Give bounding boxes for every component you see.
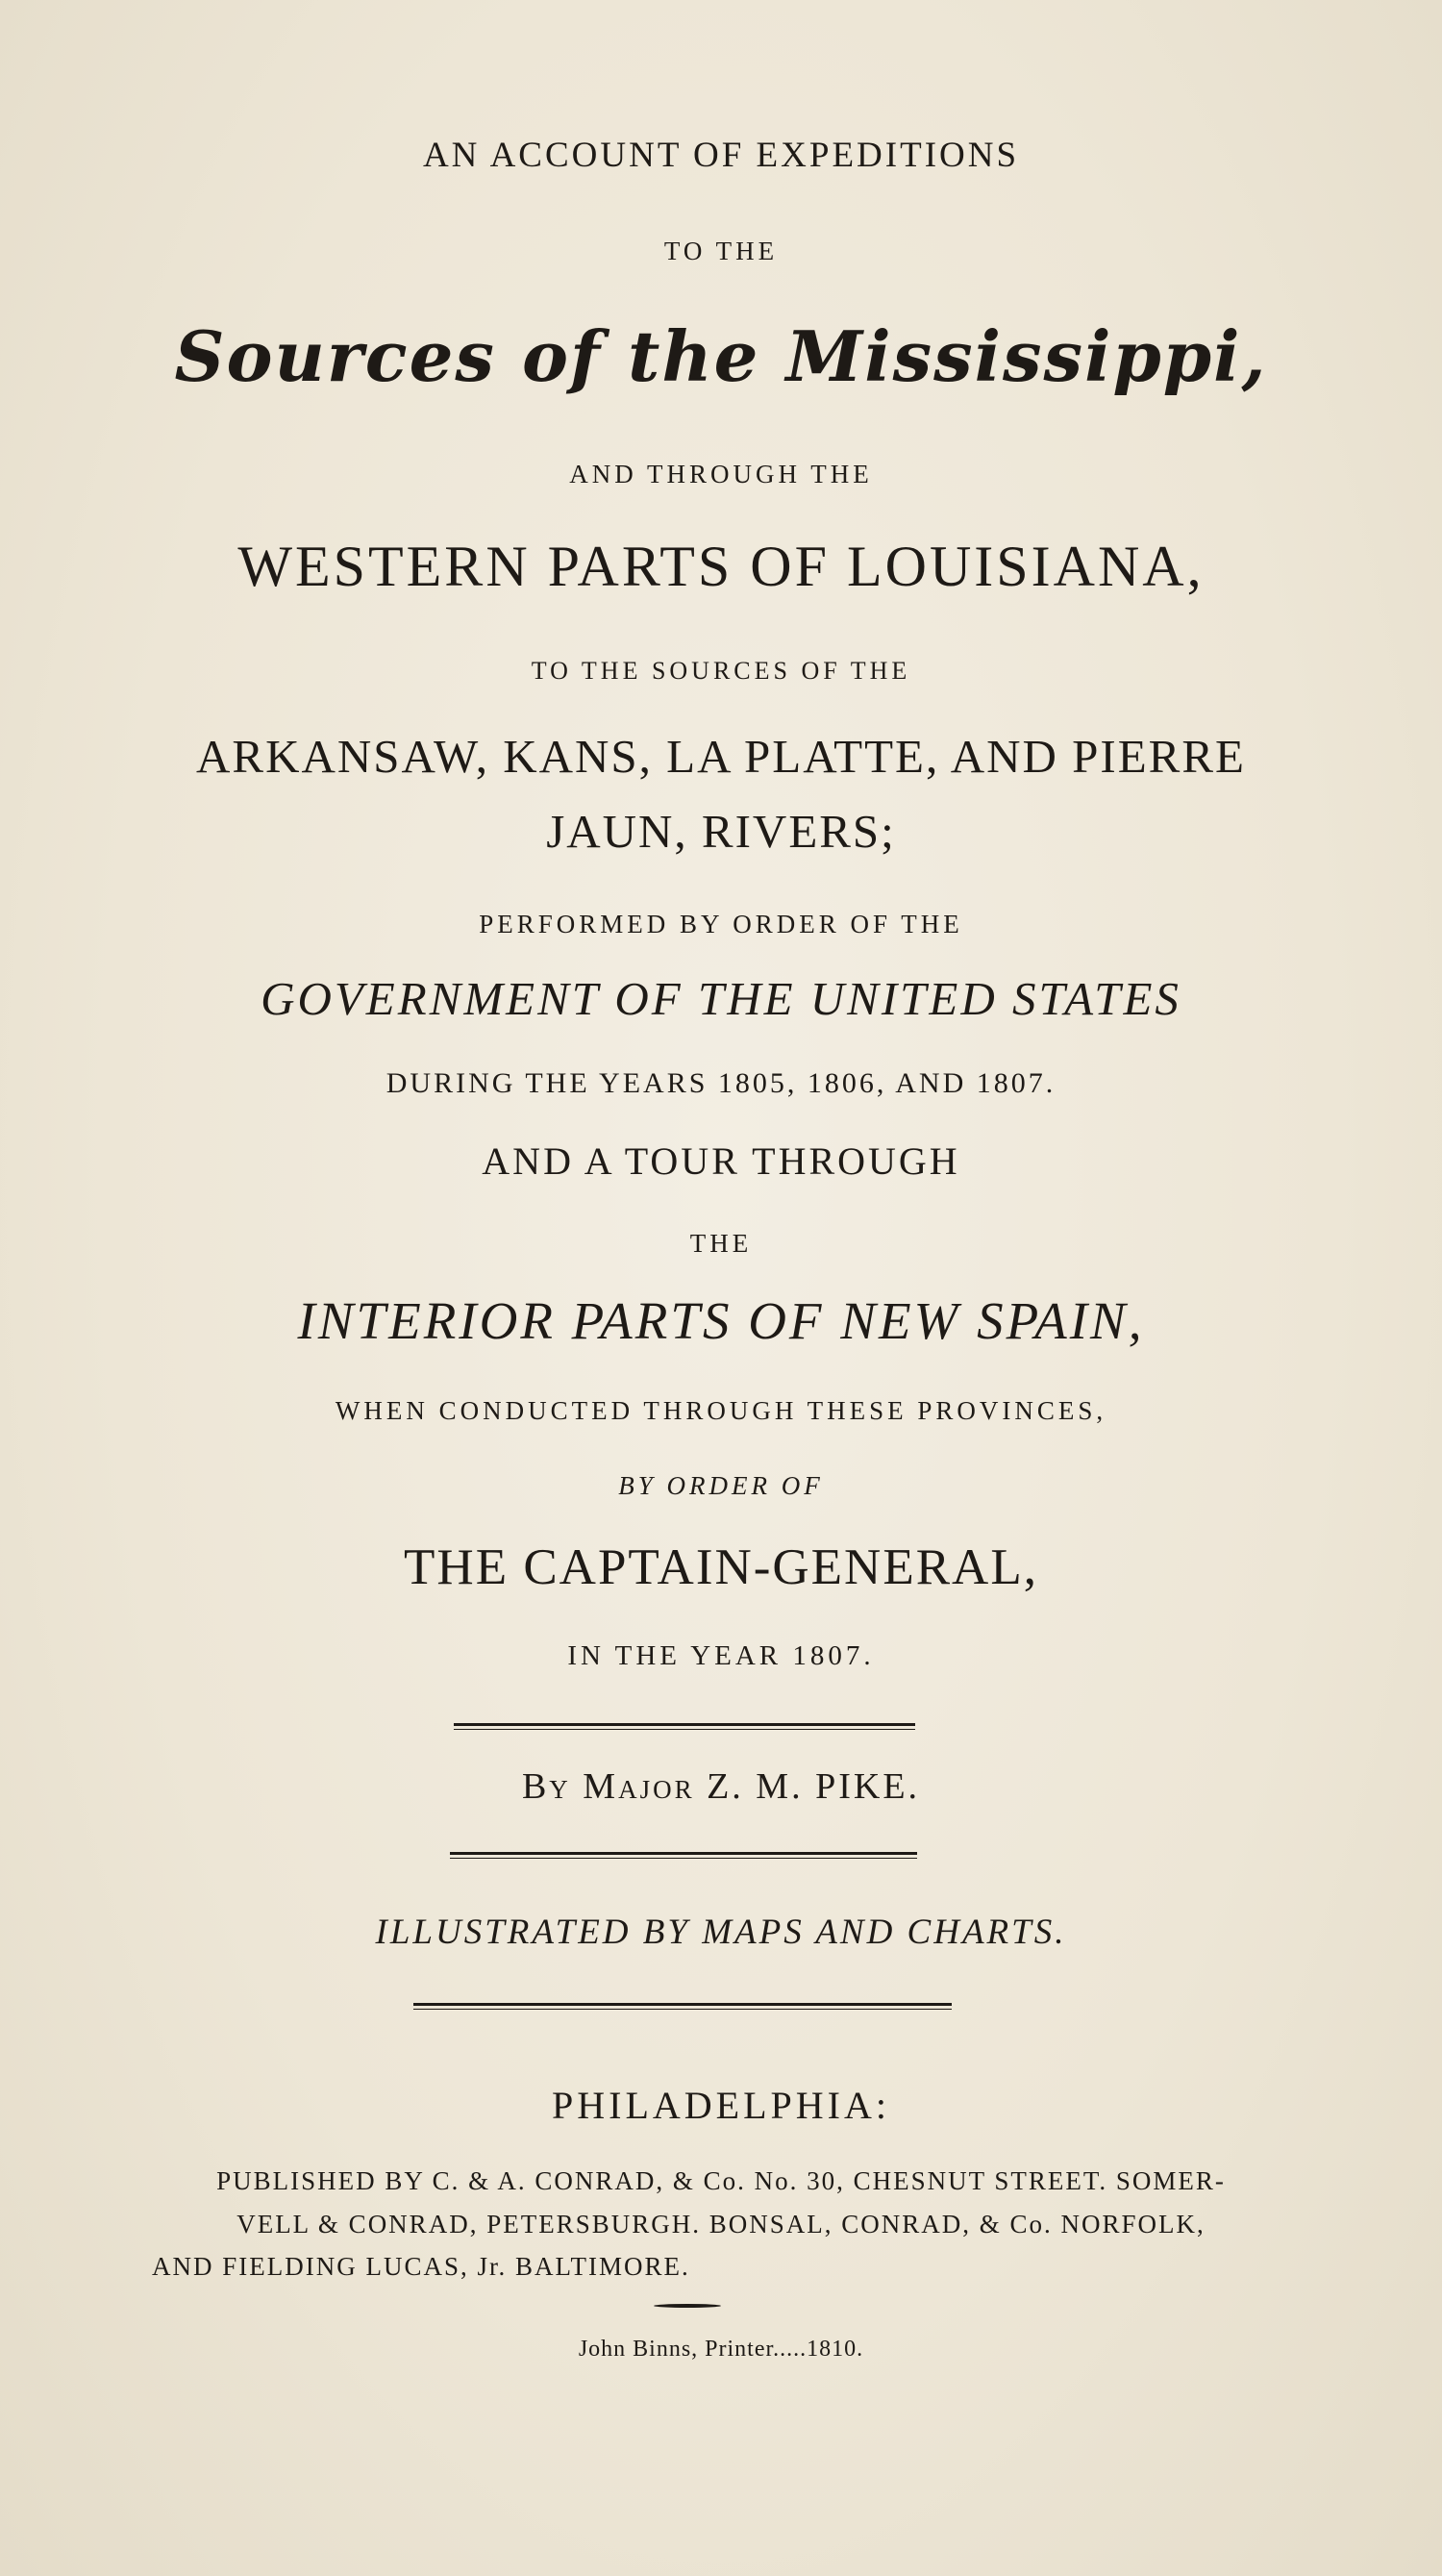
title-line-account: AN ACCOUNT OF EXPEDITIONS: [422, 136, 1020, 175]
illustrated-line: ILLUSTRATED BY MAPS AND CHARTS.: [375, 1913, 1067, 1952]
title-line-western-parts: WESTERN PARTS OF LOUISIANA,: [237, 535, 1205, 598]
title-line-rivers-2: JAUN, RIVERS;: [546, 805, 896, 858]
title-line-when-conducted: WHEN CONDUCTED THROUGH THESE PROVINCES,: [335, 1396, 1107, 1425]
title-line-government: GOVERNMENT OF THE UNITED STATES: [261, 972, 1181, 1025]
title-line-sources-of-the: TO THE SOURCES OF THE: [531, 657, 911, 685]
imprint-line-2: VELL & CONRAD, PETERSBURGH. BONSAL, CONRAD, & Co. NORFOLK,: [236, 2210, 1206, 2238]
imprint-line-1: PUBLISHED BY C. & A. CONRAD, & Co. No. 30, CHESNUT STREET. SOMER-: [216, 2166, 1226, 2195]
title-line-captain-general: THE CAPTAIN-GENERAL,: [404, 1539, 1038, 1595]
title-line-during-years: DURING THE YEARS 1805, 1806, AND 1807.: [385, 1067, 1057, 1099]
title-line-by-order: BY ORDER OF: [618, 1471, 824, 1500]
printer-ornament: [654, 2304, 721, 2308]
title-line-and-through: AND THROUGH THE: [569, 460, 873, 488]
double-rule-1: [454, 1723, 915, 1730]
title-line-year: IN THE YEAR 1807.: [567, 1640, 875, 1671]
title-line-performed: PERFORMED BY ORDER OF THE: [479, 910, 963, 938]
title-line-to-the: TO THE: [663, 237, 779, 265]
author-line: By Major Z. M. PIKE.: [521, 1766, 921, 1807]
title-line-the: THE: [689, 1229, 753, 1258]
city-line: PHILADELPHIA:: [552, 2084, 890, 2127]
title-line-rivers-1: ARKANSAW, KANS, LA PLATTE, AND PIERRE: [196, 730, 1246, 783]
printer-line: John Binns, Printer.....1810.: [578, 2337, 864, 2362]
title-line-tour: AND A TOUR THROUGH: [482, 1139, 960, 1183]
title-line-interior: INTERIOR PARTS OF NEW SPAIN,: [297, 1291, 1145, 1350]
double-rule-2: [450, 1852, 917, 1859]
imprint-line-3: AND FIELDING LUCAS, Jr. BALTIMORE.: [152, 2252, 690, 2281]
double-rule-3: [413, 2003, 952, 2010]
title-line-sources: Sources of the Mississippi,: [174, 315, 1268, 397]
